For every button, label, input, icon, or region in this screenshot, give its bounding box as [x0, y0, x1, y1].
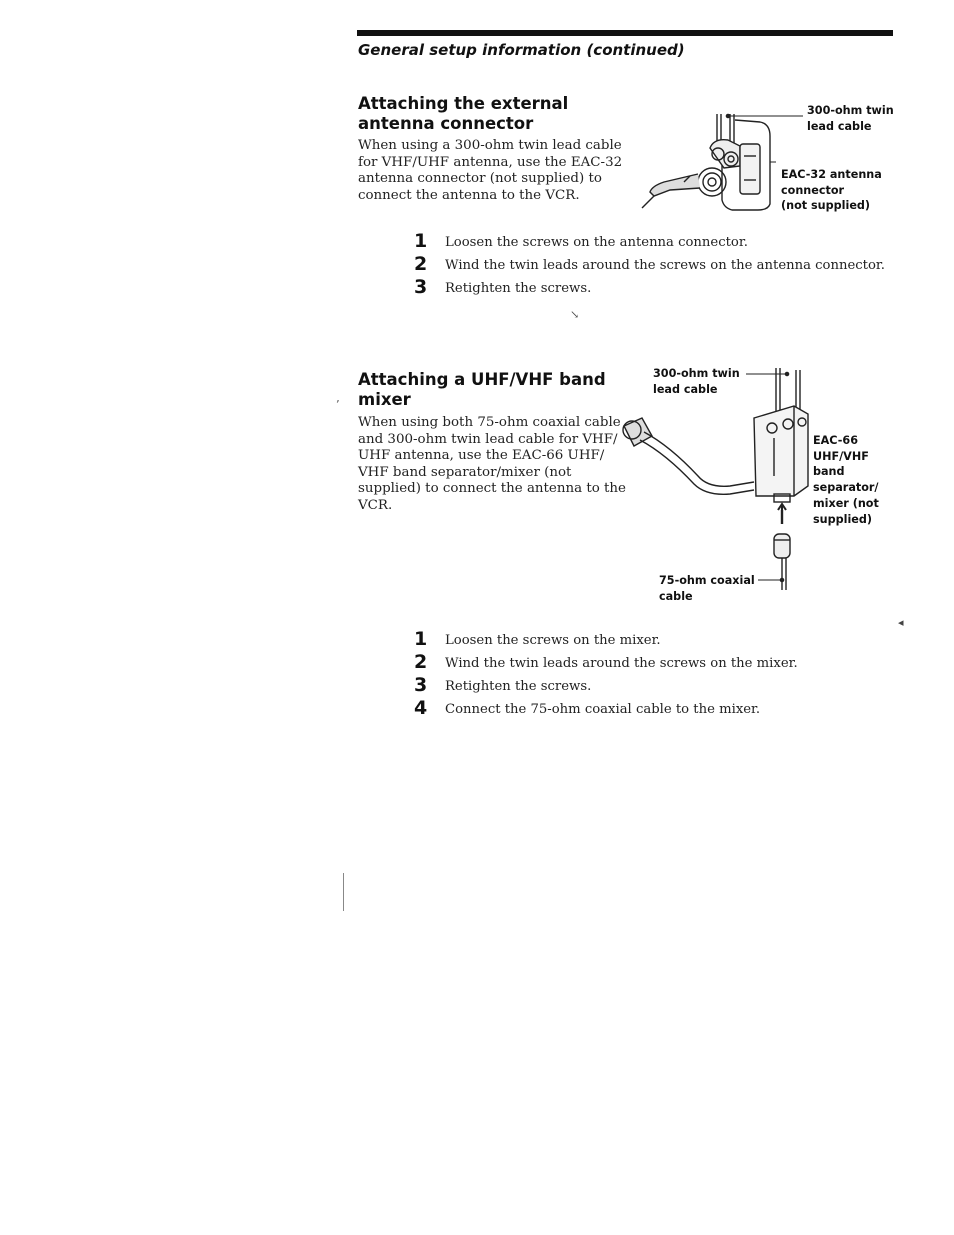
step-number: 2 [414, 253, 428, 275]
label-line: band [813, 465, 845, 479]
section2-body [358, 415, 626, 514]
step-number: 3 [414, 276, 428, 298]
stray-mark: ↘ [570, 308, 580, 321]
margin-rule [343, 873, 344, 911]
running-header: General setup information (continued) [358, 41, 685, 59]
section2-heading-line: mixer [358, 390, 411, 409]
label-line: supplied) [813, 512, 873, 526]
label-eac66-mixer [813, 433, 879, 527]
body-line: VCR. [358, 497, 393, 513]
section2-heading [358, 370, 606, 410]
body-line: When using both 75-ohm coaxial cable [358, 415, 621, 430]
label-300-ohm-twin-lead [653, 366, 740, 397]
label-line: mixer (not [813, 496, 879, 510]
label-line: EAC-66 [813, 434, 858, 447]
section1-heading [358, 94, 568, 134]
label-line: cable [659, 589, 693, 603]
label-line: lead cable [653, 382, 718, 396]
step-text: Loosen the screws on the antenna connector. [445, 235, 748, 250]
label-line: EAC-32 antenna [781, 168, 882, 181]
body-line: When using a 300-ohm twin lead cable [358, 138, 622, 153]
label-line: (not supplied) [781, 199, 871, 213]
label-line: 75-ohm coaxial [659, 574, 755, 587]
section1-heading-line: antenna connector [358, 114, 534, 133]
step-text: Connect the 75-ohm coaxial cable to the mixer. [445, 702, 761, 717]
body-line: connect the antenna to the VCR. [358, 187, 580, 203]
section1-body [358, 138, 623, 204]
section2-heading-line: Attaching a UHF/VHF band [358, 370, 606, 389]
step-number: 2 [414, 651, 428, 673]
label-line: connector [781, 183, 845, 197]
label-line: separator/ [813, 481, 879, 495]
label-line: 300-ohm twin [653, 367, 740, 380]
body-line: UHF antenna, use the EAC-66 UHF/ [358, 448, 605, 463]
band-mixer-illustration [612, 366, 812, 594]
body-line: and 300-ohm twin lead cable for VHF/ [358, 431, 618, 447]
label-line: lead cable [807, 119, 872, 133]
step-text: Retighten the screws. [445, 281, 592, 296]
step-text: Wind the twin leads around the screws on the antenna connector. [445, 258, 885, 273]
step-text: Wind the twin leads around the screws on the mixer. [445, 656, 798, 671]
step-number: 3 [414, 674, 428, 696]
step-text: Retighten the screws. [445, 679, 592, 694]
header-rule [357, 30, 893, 36]
margin-mark: ’ [336, 398, 340, 411]
margin-arrow-mark: ◂ [898, 616, 904, 629]
label-300-ohm-cable [807, 103, 894, 134]
step-number: 1 [414, 628, 428, 650]
body-line: supplied) to connect the antenna to the [358, 481, 626, 496]
label-line: UHF/VHF [813, 449, 869, 463]
step-number: 1 [414, 230, 428, 252]
label-eac32-connector [781, 167, 882, 214]
body-line: for VHF/UHF antenna, use the EAC-32 [358, 154, 623, 170]
section1-heading-line: Attaching the external [358, 94, 569, 113]
label-75-ohm-coax [659, 573, 755, 604]
body-line: antenna connector (not supplied) to [358, 171, 602, 186]
step-number: 4 [414, 697, 428, 719]
step-text: Loosen the screws on the mixer. [445, 633, 661, 648]
body-line: VHF band separator/mixer (not [358, 464, 572, 480]
label-line: 300-ohm twin [807, 104, 894, 117]
